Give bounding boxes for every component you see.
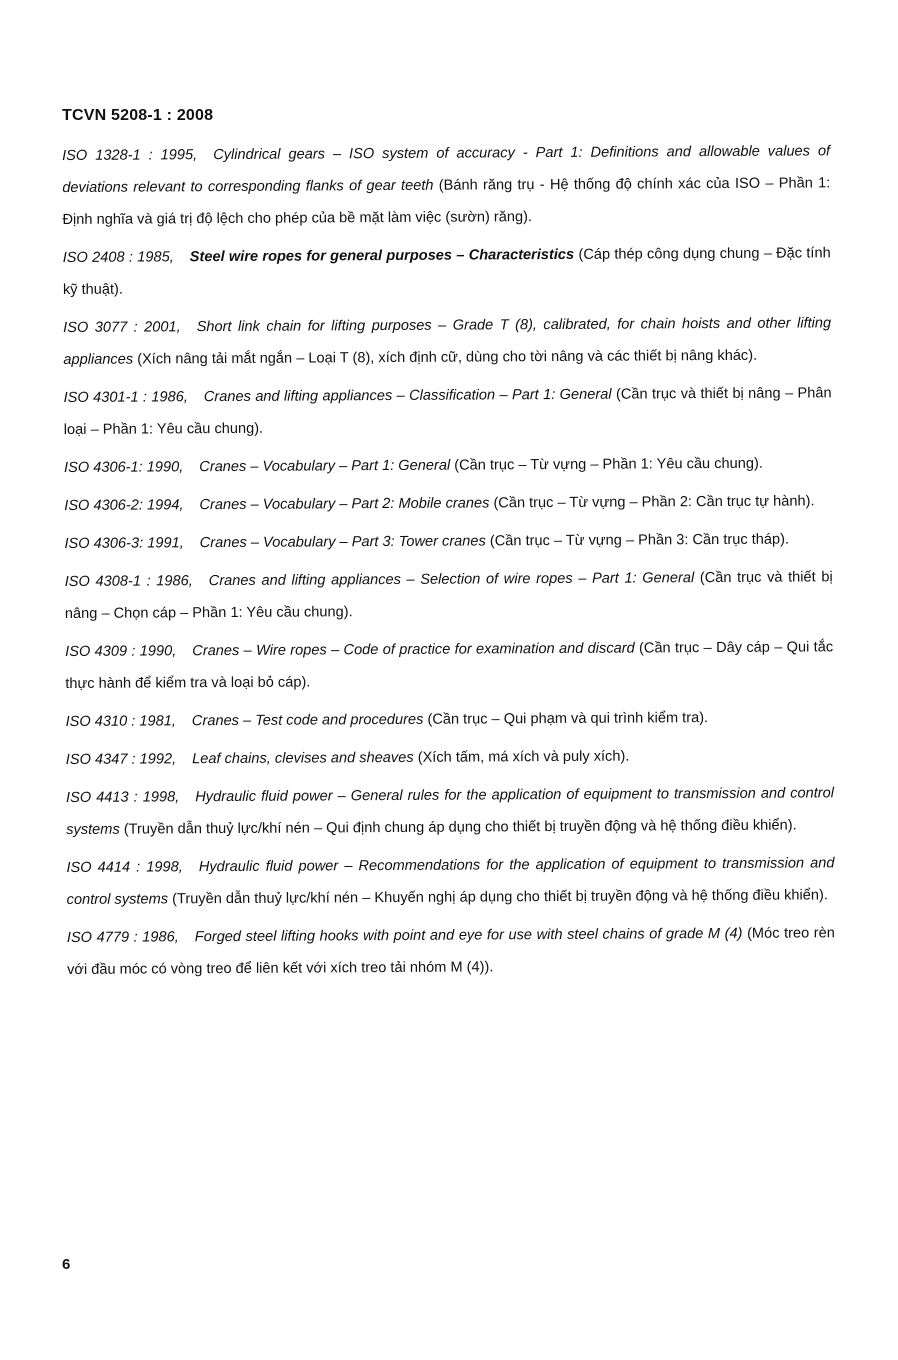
reference-title: Cranes and lifting appliances – Selection of wire ropes – Part 1: General: [208, 570, 695, 590]
page-number: 6: [62, 1256, 71, 1273]
reference-title: Cranes and lifting appliances – Classification – Part 1: General: [203, 386, 612, 406]
reference-code: ISO 4310 : 1981,: [65, 713, 176, 730]
reference-code: ISO 4413 : 1998,: [65, 789, 180, 806]
reference-title: Steel wire ropes for general purposes – Characteristics: [189, 246, 575, 266]
reference-title: Cranes – Vocabulary – Part 1: General: [199, 457, 451, 476]
reference-item: [66, 847, 834, 916]
reference-item: [62, 135, 831, 236]
reference-code: ISO 3077 : 2001,: [63, 319, 181, 336]
reference-code: ISO 4306-2: 1994,: [64, 497, 184, 514]
document-header: TCVN 5208-1 : 2008: [62, 107, 214, 124]
reference-translation: (Truyền dẫn thuỷ lực/khí nén – Qui định chung áp dụng cho thiết bị truyền động và hệ thống điều khiển).: [123, 817, 797, 838]
reference-title: Forged steel lifting hooks with point and eye for use with steel chains of grade M (4): [194, 925, 743, 946]
reference-item: [63, 237, 831, 306]
reference-item: [65, 701, 833, 738]
reference-item: [63, 377, 831, 446]
reference-translation: (Xích tấm, má xích và puly xích).: [417, 748, 630, 766]
reference-translation: (Truyền dẫn thuỷ lực/khí nén – Khuyến nghị áp dụng cho thiết bị truyền động và hệ thống điều khiển).: [172, 887, 828, 908]
reference-item: [64, 485, 832, 522]
reference-title: Hydraulic fluid power – Recommendations for the application of equipment to transmission and control systems: [66, 855, 835, 908]
reference-translation: (Cần trục và thiết bị nâng – Phân loại – Phần 1: Yêu cầu chung).: [63, 385, 832, 438]
reference-list: [62, 135, 835, 992]
reference-title: Cylindrical gears – ISO system of accuracy - Part 1: Definitions and allowable values of deviations relevant to corresponding flanks of gear teeth: [62, 143, 831, 196]
reference-translation: (Cần trục – Từ vựng – Phần 2: Cần trục tự hành).: [493, 493, 815, 512]
reference-code: ISO 4779 : 1986,: [66, 929, 179, 946]
reference-item: [67, 917, 835, 986]
reference-translation: (Móc treo rèn với đầu móc có vòng treo để liên kết với xích treo tải nhóm M (4)).: [67, 925, 835, 978]
reference-title: Cranes – Vocabulary – Part 2: Mobile cranes: [199, 495, 490, 514]
reference-translation: (Xích nâng tải mắt ngắn – Loại T (8), xích định cữ, dùng cho tời nâng và các thiết bị nâng khác).: [137, 347, 758, 368]
reference-code: ISO 4309 : 1990,: [65, 643, 177, 660]
reference-title: Cranes – Test code and procedures: [191, 711, 424, 730]
reference-code: ISO 4306-3: 1991,: [64, 535, 184, 552]
reference-code: ISO 2408 : 1985,: [62, 249, 174, 266]
reference-translation: (Cần trục – Dây cáp – Qui tắc thực hành để kiểm tra và loại bỏ cáp).: [65, 639, 834, 692]
reference-translation: (Cần trục – Từ vựng – Phần 3: Cần trục tháp).: [489, 531, 790, 550]
reference-item: [66, 739, 834, 776]
reference-translation: (Cáp thép công dụng chung – Đặc tính kỹ thuật).: [62, 245, 831, 298]
reference-code: ISO 4301-1 : 1986,: [63, 389, 188, 406]
reference-title: Short link chain for lifting purposes – Grade T (8), calibrated, for chain hoists and other lifting appliances: [63, 315, 832, 368]
reference-item: [64, 447, 832, 484]
reference-code: ISO 4308-1 : 1986,: [64, 573, 193, 590]
reference-code: ISO 4414 : 1998,: [66, 859, 183, 876]
reference-title: Cranes – Vocabulary – Part 3: Tower cranes: [199, 533, 486, 552]
reference-title: Cranes – Wire ropes – Code of practice for examination and discard: [192, 640, 635, 660]
reference-title: Leaf chains, clevises and sheaves: [192, 749, 414, 768]
reference-translation: (Cần trục và thiết bị nâng – Chọn cáp – Phần 1: Yêu cầu chung).: [64, 569, 833, 622]
reference-translation: (Cần trục – Qui phạm và qui trình kiểm tra).: [427, 710, 709, 728]
reference-translation: (Cần trục – Từ vựng – Phần 1: Yêu cầu chung).: [454, 455, 763, 474]
reference-item: [65, 561, 833, 630]
reference-code: ISO 4347 : 1992,: [65, 751, 177, 768]
reference-item: [64, 523, 832, 560]
reference-title: Hydraulic fluid power – General rules for the application of equipment to transmission and control systems: [66, 785, 835, 838]
reference-translation: (Bánh răng trụ - Hệ thống độ chính xác của ISO – Phần 1: Định nghĩa và giá trị độ lệch cho phép của bề mặt làm việc (sườn) răng).: [62, 175, 831, 228]
reference-item: [66, 777, 834, 846]
reference-item: [65, 631, 833, 700]
reference-code: ISO 1328-1 : 1995,: [62, 147, 198, 164]
reference-item: [63, 307, 831, 376]
reference-code: ISO 4306-1: 1990,: [63, 459, 184, 476]
